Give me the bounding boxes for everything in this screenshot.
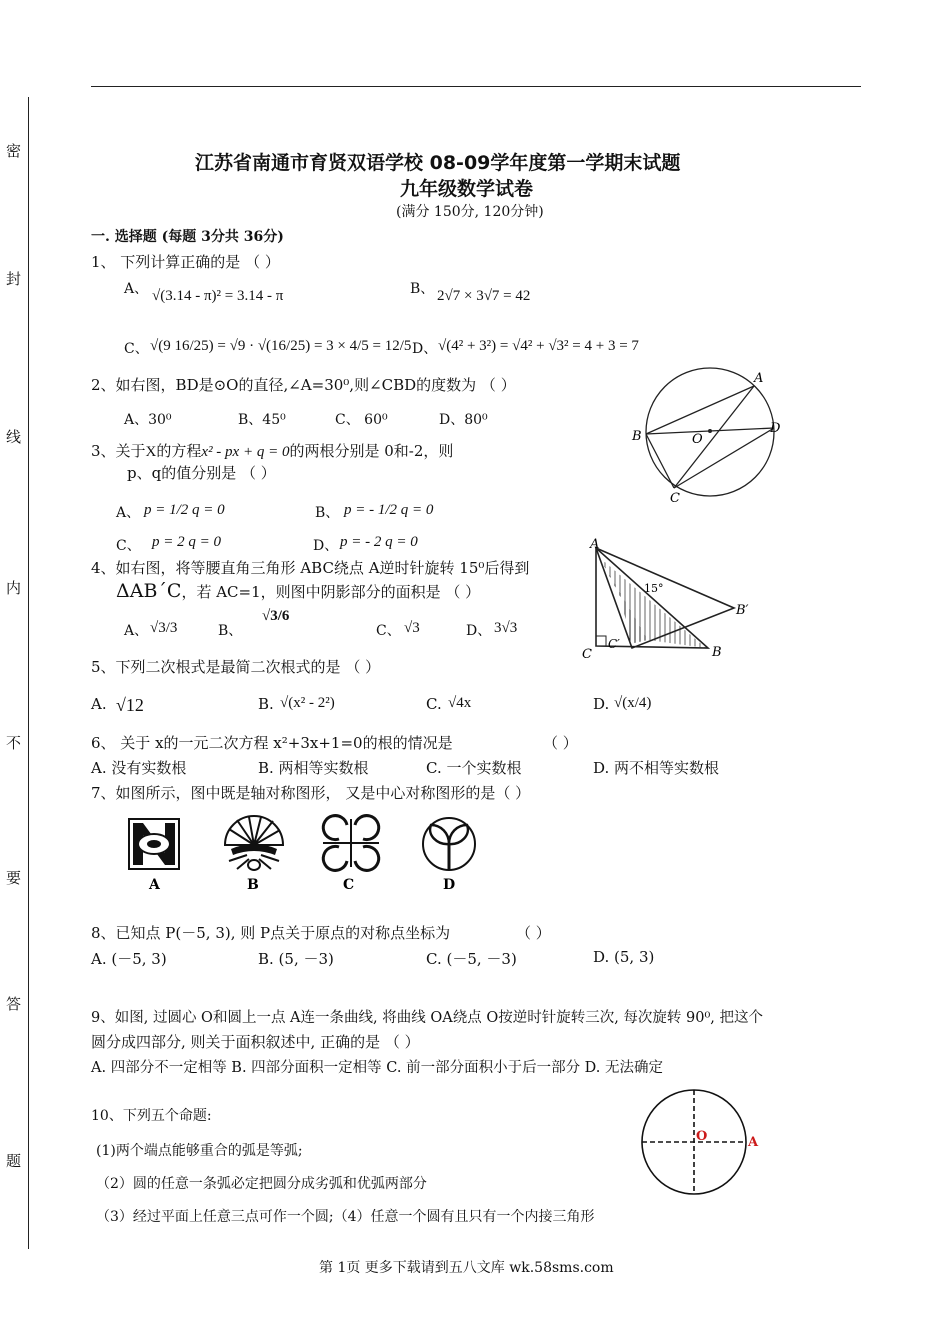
fig-label-b: B (632, 429, 642, 444)
q6-option-b: B. 两相等实数根 (258, 759, 369, 777)
q10-proposition-1: (1)两个端点能够重合的弧是等弧; (96, 1143, 303, 1159)
fig-label-c: C (670, 491, 680, 506)
q3-option-b: B、 (315, 505, 340, 521)
q3-option-a-expr: p = 1/2 q = 0 (144, 502, 225, 518)
q9-line-2: 圆分成四部分, 则关于面积叙述中, 正确的是 （ ） (91, 1033, 420, 1051)
q7-figures (125, 815, 485, 895)
q1-option-b: B、 (410, 281, 435, 297)
q1-option-c-expr: √(9 16/25) = √9 · √(16/25) = 3 × 4/5 = 12/5 (150, 338, 412, 354)
q1-option-d: D、 (412, 341, 438, 357)
q7-label-c: C (343, 877, 355, 893)
q4-option-d: D、 (466, 623, 492, 639)
side-label: 封 (6, 270, 22, 288)
q1-option-a: A、 (124, 281, 149, 297)
score-info: (满分 150分, 120分钟) (396, 204, 544, 220)
q3-equation: x² - px + q = 0 (201, 444, 290, 460)
q4-stem: 4、如右图，将等腰直角三角形 ABC绕点 A逆时针旋转 15⁰后得到 (91, 559, 530, 577)
fig-label-a: A (754, 371, 764, 386)
q6-option-d: D. 两不相等实数根 (593, 759, 720, 777)
q10-circle-figure (638, 1088, 768, 1198)
q3-var-x: X (145, 444, 157, 460)
q5-option-d: D. (593, 695, 610, 713)
q5-option-a: A. (91, 695, 107, 713)
q7-figure-a (129, 819, 179, 869)
q3-stem-2: p、q的值分别是 （ ） (127, 464, 276, 482)
fig-label-d: D (770, 421, 781, 436)
q4-option-c: C、 (376, 623, 401, 639)
q5-stem: 5、下列二次根式是最简二次根式的是 （ ） (91, 658, 381, 676)
q4-option-d-expr: 3√3 (494, 620, 518, 636)
q5-option-d-expr: √(x/4) (614, 695, 652, 711)
q10-proposition-2: （2）圆的任意一条弧必定把圆分成劣弧和优弧两部分 (96, 1176, 427, 1192)
q2-option-b: B、45⁰ (238, 412, 286, 428)
q2-option-a: A、30⁰ (124, 412, 172, 428)
top-rule (91, 86, 861, 87)
fig-label-c: C (582, 647, 592, 662)
q4-stem-2-text: ，若 AC=1，则图中阴影部分的面积是 （ ） (181, 583, 481, 601)
q7-label-d: D (443, 877, 456, 893)
side-label: 不 (6, 734, 22, 752)
fig-label-b-prime: B′ (736, 603, 749, 618)
q6-paren: （ ） (543, 734, 578, 752)
binding-line (28, 97, 29, 1249)
q1-stem: 1、 下列计算正确的是 （ ） (91, 253, 280, 271)
q6-option-c: C. 一个实数根 (426, 759, 522, 777)
q2-option-d: D、80⁰ (439, 412, 488, 428)
fig-label-o: O (692, 432, 703, 447)
side-label: 内 (6, 579, 22, 597)
q8-option-c: C. (－5, －3) (426, 950, 517, 968)
q3-stem-c: 的两根分别是 0和-2，则 (289, 442, 454, 460)
q10-stem: 10、下列五个命题: (91, 1108, 212, 1124)
q7-figure-b (225, 816, 283, 870)
q6-stem: 6、 关于 x的一元二次方程 x²+3x+1=0的根的情况是 (91, 734, 453, 752)
q4-option-c-expr: √3 (404, 620, 420, 636)
q3-option-c-expr: p = 2 q = 0 (152, 534, 221, 550)
q5-option-a-expr: √12 (116, 695, 144, 715)
q3-stem (91, 440, 453, 461)
q8-paren: （ ） (516, 924, 551, 942)
q4-triangle-figure (578, 536, 768, 666)
q3-option-b-expr: p = - 1/2 q = 0 (344, 502, 434, 518)
q3-stem-a: 3、关于 (91, 442, 146, 460)
fig-label-b: B (712, 645, 722, 660)
q5-option-b: B. (258, 695, 274, 713)
side-label: 密 (6, 142, 22, 160)
q5-option-b-expr: √(x² - 2²) (280, 695, 335, 711)
q9-line-1: 9、如图, 过圆心 O和圆上一点 A连一条曲线, 将曲线 OA绕点 O按逆时针旋转三次, 每次旋转 90⁰, 把这个 (91, 1010, 764, 1026)
q1-option-d-expr: √(4² + 3²) = √4² + √3² = 4 + 3 = 7 (438, 338, 639, 354)
q3-option-c: C、 (116, 538, 141, 554)
q2-option-c: C、 60⁰ (335, 412, 388, 428)
q7-figure-d (423, 818, 475, 870)
q3-option-a: A、 (116, 505, 141, 521)
side-label: 答 (6, 995, 22, 1013)
q4-option-b: B、 (218, 623, 243, 639)
side-label: 要 (6, 869, 22, 887)
q3-option-d-expr: p = - 2 q = 0 (340, 534, 418, 550)
q1-option-a-expr: √(3.14 - π)² = 3.14 - π (152, 288, 284, 304)
page-footer: 第 1页 更多下载请到五八文库 wk.58sms.com (319, 1260, 614, 1276)
q7-label-a: A (149, 877, 160, 893)
q2-circle-figure (630, 366, 790, 506)
q8-option-a: A. (－5, 3) (91, 950, 167, 968)
q4-option-a-expr: √3/3 (150, 620, 178, 636)
q3-option-d: D、 (313, 538, 339, 554)
q2-stem: 2、如右图，BD是⊙O的直径,∠A=30⁰,则∠CBD的度数为 （ ） (91, 376, 516, 394)
q4-triangle-symbol: ΔAB´C (116, 580, 182, 602)
fig-label-c-prime: C′ (608, 637, 620, 651)
q3-stem-b: 的方程 (156, 442, 202, 460)
q7-stem: 7、如图所示，图中既是轴对称图形， 又是中心对称图形的是（ ） (91, 784, 531, 802)
section-heading: 一. 选择题 (每题 3分共 36分) (91, 229, 284, 245)
q9-options: A. 四部分不一定相等 B. 四部分面积一定相等 C. 前一部分面积小于后一部分 D. 无法确定 (91, 1060, 664, 1076)
q5-option-c-expr: √4x (448, 695, 472, 711)
side-label: 线 (6, 428, 22, 446)
q4-stem-2 (116, 580, 480, 602)
q1-option-b-expr: 2√7 × 3√7 = 42 (437, 288, 531, 304)
q5-option-c: C. (426, 695, 442, 713)
q8-stem: 8、已知点 P(－5, 3), 则 P点关于原点的对称点坐标为 (91, 924, 451, 942)
q7-figure-c (323, 816, 379, 871)
q4-option-a: A、 (124, 623, 149, 639)
fig-label-a: A (748, 1135, 759, 1150)
fig-label-o: O (696, 1129, 708, 1144)
fig-label-angle: 15° (644, 582, 664, 595)
q7-label-b: B (247, 877, 259, 893)
side-label: 题 (6, 1152, 22, 1170)
q1-option-c: C、 (124, 341, 149, 357)
q8-option-d: D. (5, 3) (593, 948, 655, 966)
page-title: 江苏省南通市育贤双语学校 08-09学年度第一学期末试题 (195, 152, 681, 174)
q6-option-a: A. 没有实数根 (91, 759, 187, 777)
fig-label-a: A (590, 537, 600, 552)
q8-option-b: B. (5, －3) (258, 950, 334, 968)
q10-proposition-3-4: （3）经过平面上任意三点可作一个圆;（4）任意一个圆有且只有一个内接三角形 (96, 1209, 595, 1225)
q4-option-b-expr: √3/6 (262, 608, 290, 624)
page-subtitle: 九年级数学试卷 (400, 178, 534, 200)
